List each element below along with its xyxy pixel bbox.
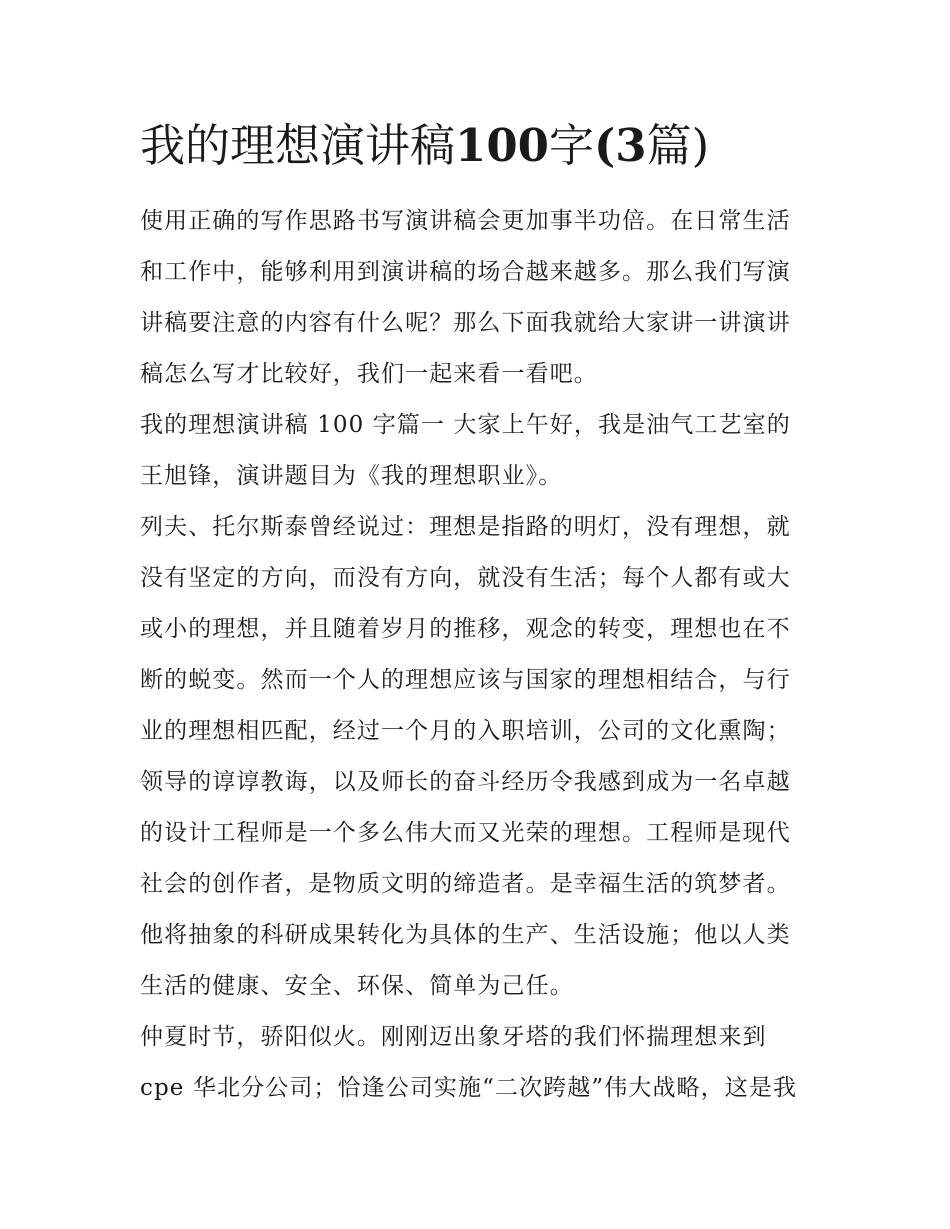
body-line: 仲夏时节，骄阳似火。刚刚迈出象牙塔的我们怀揣理想来到 [140, 1024, 767, 1050]
body-line: 生活的健康、安全、环保、简单为己任。 [140, 973, 574, 999]
body-line: 王旭锋，演讲题目为《我的理想职业》。 [140, 463, 563, 489]
body-line: 业的理想相匹配，经过一个月的入职培训，公司的文化熏陶； [140, 718, 791, 744]
body-line: cpe 华北分公司；恰逢公司实施“二次跨越”伟大战略，这是我 [140, 1075, 798, 1101]
body-line: 和工作中，能够利用到演讲稿的场合越来越多。那么我们写演 [140, 259, 791, 285]
body-line: 使用正确的写作思路书写演讲稿会更加事半功倍。在日常生活 [140, 208, 791, 234]
body-line: 讲稿要注意的内容有什么呢？那么下面我就给大家讲一讲演讲 [140, 310, 791, 336]
body-line: 他将抽象的科研成果转化为具体的生产、生活设施；他以人类 [140, 922, 791, 948]
title-number: 100 [455, 119, 549, 172]
body-line: 断的蜕变。然而一个人的理想应该与国家的理想相结合，与行 [140, 667, 791, 693]
title-text-1: 我的理想演讲稿 [140, 119, 456, 172]
body-line: 领导的谆谆教诲，以及师长的奋斗经历令我感到成为一名卓越 [140, 769, 791, 795]
body-line: 或小的理想，并且随着岁月的推移，观念的转变，理想也在不 [140, 616, 791, 642]
body-line: 的设计工程师是一个多么伟大而又光荣的理想。工程师是现代 [140, 820, 791, 846]
body-line: 稿怎么写才比较好，我们一起来看一看吧。 [140, 361, 598, 387]
title-count-open: (3 [593, 119, 647, 172]
document-title [140, 118, 709, 174]
body-line: 我的理想演讲稿 100 字篇一 大家上午好，我是油气工艺室的 [140, 412, 791, 438]
title-text-2: 字 [548, 119, 594, 172]
body-line: 社会的创作者，是物质文明的缔造者。是幸福生活的筑梦者。 [140, 871, 791, 897]
body-line: 没有坚定的方向，而没有方向，就没有生活；每个人都有或大 [140, 565, 791, 591]
body-line: 列夫、托尔斯泰曾经说过：理想是指路的明灯，没有理想，就 [140, 514, 791, 540]
title-count-close: 篇) [646, 119, 710, 172]
